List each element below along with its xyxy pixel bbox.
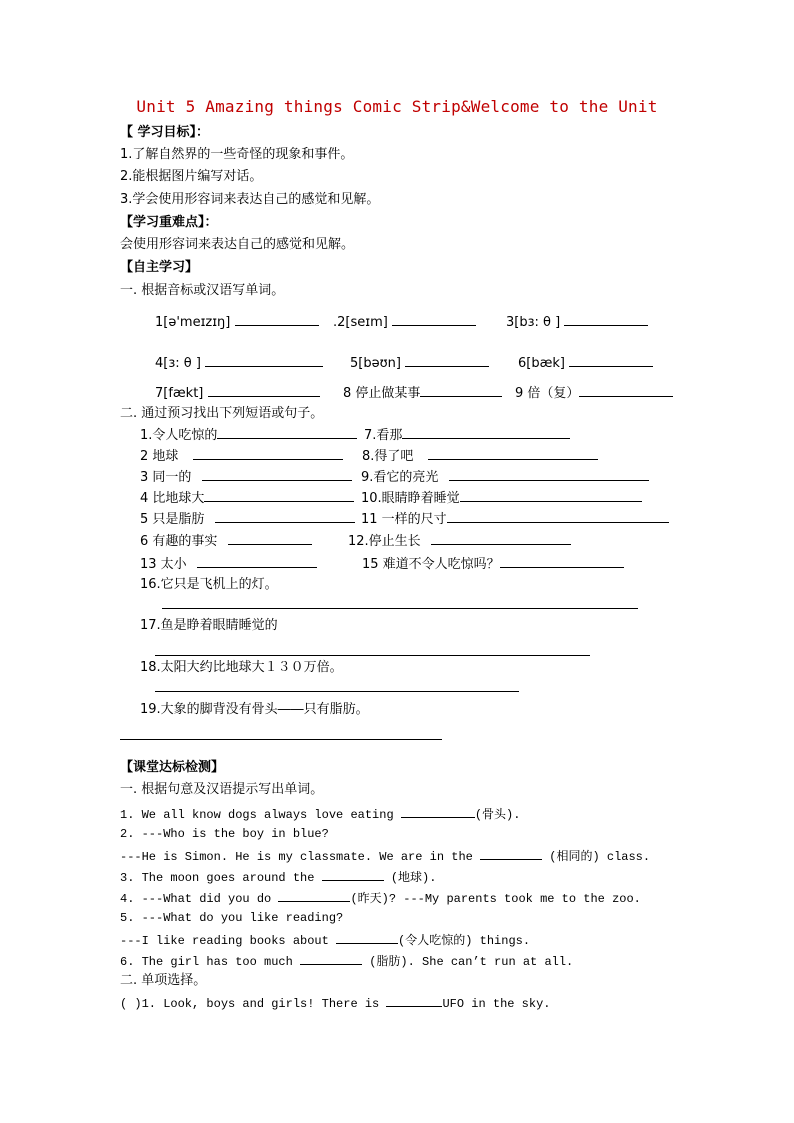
answer-blank[interactable] [386, 994, 442, 1007]
phrase-item: 12.停止生长 [348, 532, 571, 550]
phrase-item: 6 有趣的事实 [140, 532, 312, 550]
answer-blank[interactable] [204, 489, 354, 502]
phrase-item: 13 太小 [140, 555, 317, 573]
answer-blank[interactable] [564, 313, 648, 326]
word-item: .2[seɪm] [333, 313, 476, 331]
answer-blank[interactable] [205, 354, 323, 367]
answer-blank[interactable] [500, 555, 624, 568]
objective-item: 3.学会使用形容词来表达自己的感觉和见解。 [120, 192, 380, 207]
sentence-item: 18.太阳大约比地球大１３０万倍。 [140, 660, 343, 675]
phrase-item: 11 一样的尺寸 [361, 510, 669, 528]
answer-blank[interactable] [235, 313, 319, 326]
part1-title: 一. 根据音标或汉语写单词。 [120, 283, 285, 298]
answer-blank[interactable] [392, 313, 476, 326]
answer-blank[interactable] [322, 868, 384, 881]
answer-blank[interactable] [402, 426, 570, 439]
phrase-item: 15 难道不令人吃惊吗？ [362, 555, 624, 573]
answer-blank[interactable] [336, 931, 398, 944]
phrase-item: 10.眼睛睁着睡觉 [361, 489, 642, 507]
word-item: 8 停止做某事 [343, 384, 502, 402]
answer-blank[interactable] [300, 952, 362, 965]
answer-blank[interactable] [208, 384, 320, 397]
objective-item: 1.了解自然界的一些奇怪的现象和事件。 [120, 147, 354, 162]
answer-blank[interactable] [420, 384, 502, 397]
answer-line[interactable] [155, 691, 519, 692]
answer-blank[interactable] [569, 354, 653, 367]
word-item: 7[fækt] [155, 384, 320, 402]
phrase-item: 2 地球 [140, 447, 343, 465]
answer-blank[interactable] [215, 510, 355, 523]
fill-sentence: ---I like reading books about (令人吃惊的) things. [120, 931, 530, 950]
answer-blank[interactable] [278, 889, 350, 902]
check-part1-title: 一. 根据句意及汉语提示写出单词。 [120, 782, 324, 797]
answer-blank[interactable] [449, 468, 649, 481]
fill-sentence: 6. The girl has too much (脂肪). She can’t run at all. [120, 952, 573, 971]
answer-blank[interactable] [405, 354, 489, 367]
answer-line[interactable] [162, 608, 638, 609]
part2-title: 二. 通过预习找出下列短语或句子。 [120, 406, 324, 421]
fill-sentence: 4. ---What did you do (昨天)? ---My parents took me to the zoo. [120, 889, 641, 908]
fill-sentence: 5. ---What do you like reading? [120, 911, 344, 925]
key-points-text: 会使用形容词来表达自己的感觉和见解。 [120, 237, 355, 252]
word-item: 3[bɜ: θ ] [506, 313, 648, 331]
answer-blank[interactable] [579, 384, 673, 397]
phrase-item: 9.看它的亮光 [361, 468, 649, 486]
phrase-item: 1.令人吃惊的 [140, 426, 357, 444]
answer-blank[interactable] [431, 532, 571, 545]
fill-sentence: 2. ---Who is the boy in blue? [120, 827, 329, 841]
fill-sentence: ---He is Simon. He is my classmate. We are in the (相同的) class. [120, 847, 650, 866]
objectives-heading: 【 学习目标】： [120, 125, 210, 140]
phrase-item: 7.看那 [364, 426, 570, 444]
class-check-heading: 【课堂达标检测】 [120, 760, 225, 775]
check-part2-title: 二. 单项选择。 [120, 973, 207, 988]
answer-blank[interactable] [202, 468, 352, 481]
answer-blank[interactable] [228, 532, 312, 545]
answer-blank[interactable] [197, 555, 317, 568]
self-study-heading: 【自主学习】 [120, 260, 199, 275]
fill-sentence: 1. We all know dogs always love eating (骨头). [120, 805, 520, 824]
word-item: 4[ɜ: θ ] [155, 354, 323, 372]
choice-question: ( )1. Look, boys and girls! There is UFO in the sky. [120, 994, 550, 1013]
word-item: 9 倍（复） [515, 384, 673, 402]
word-item: 5[bəʊn] [350, 354, 489, 372]
word-item: 6[bæk] [518, 354, 653, 372]
key-points-heading: 【学习重难点】： [120, 215, 218, 230]
word-item: 1[ə'meɪzɪŋ] [155, 313, 319, 331]
answer-blank[interactable] [193, 447, 343, 460]
phrase-item: 8.得了吧 [362, 447, 598, 465]
fill-sentence: 3. The moon goes around the (地球). [120, 868, 436, 887]
answer-blank[interactable] [428, 447, 598, 460]
answer-line[interactable] [120, 739, 442, 740]
objective-item: 2.能根据图片编写对话。 [120, 169, 263, 184]
sentence-item: 16.它只是飞机上的灯。 [140, 577, 278, 592]
answer-line[interactable] [155, 655, 590, 656]
page-title: Unit 5 Amazing things Comic Strip&Welcome to the Unit [136, 97, 658, 116]
sentence-item: 19.大象的脚背没有骨头――只有脂肪。 [140, 702, 369, 717]
answer-blank[interactable] [460, 489, 642, 502]
answer-blank[interactable] [480, 847, 542, 860]
answer-blank[interactable] [447, 510, 669, 523]
phrase-item: 3 同一的 [140, 468, 352, 486]
answer-blank[interactable] [217, 426, 357, 439]
sentence-item: 17.鱼是睁着眼睛睡觉的 [140, 618, 278, 633]
phrase-item: 5 只是脂肪 [140, 510, 355, 528]
phrase-item: 4 比地球大 [140, 489, 354, 507]
answer-blank[interactable] [401, 805, 475, 818]
